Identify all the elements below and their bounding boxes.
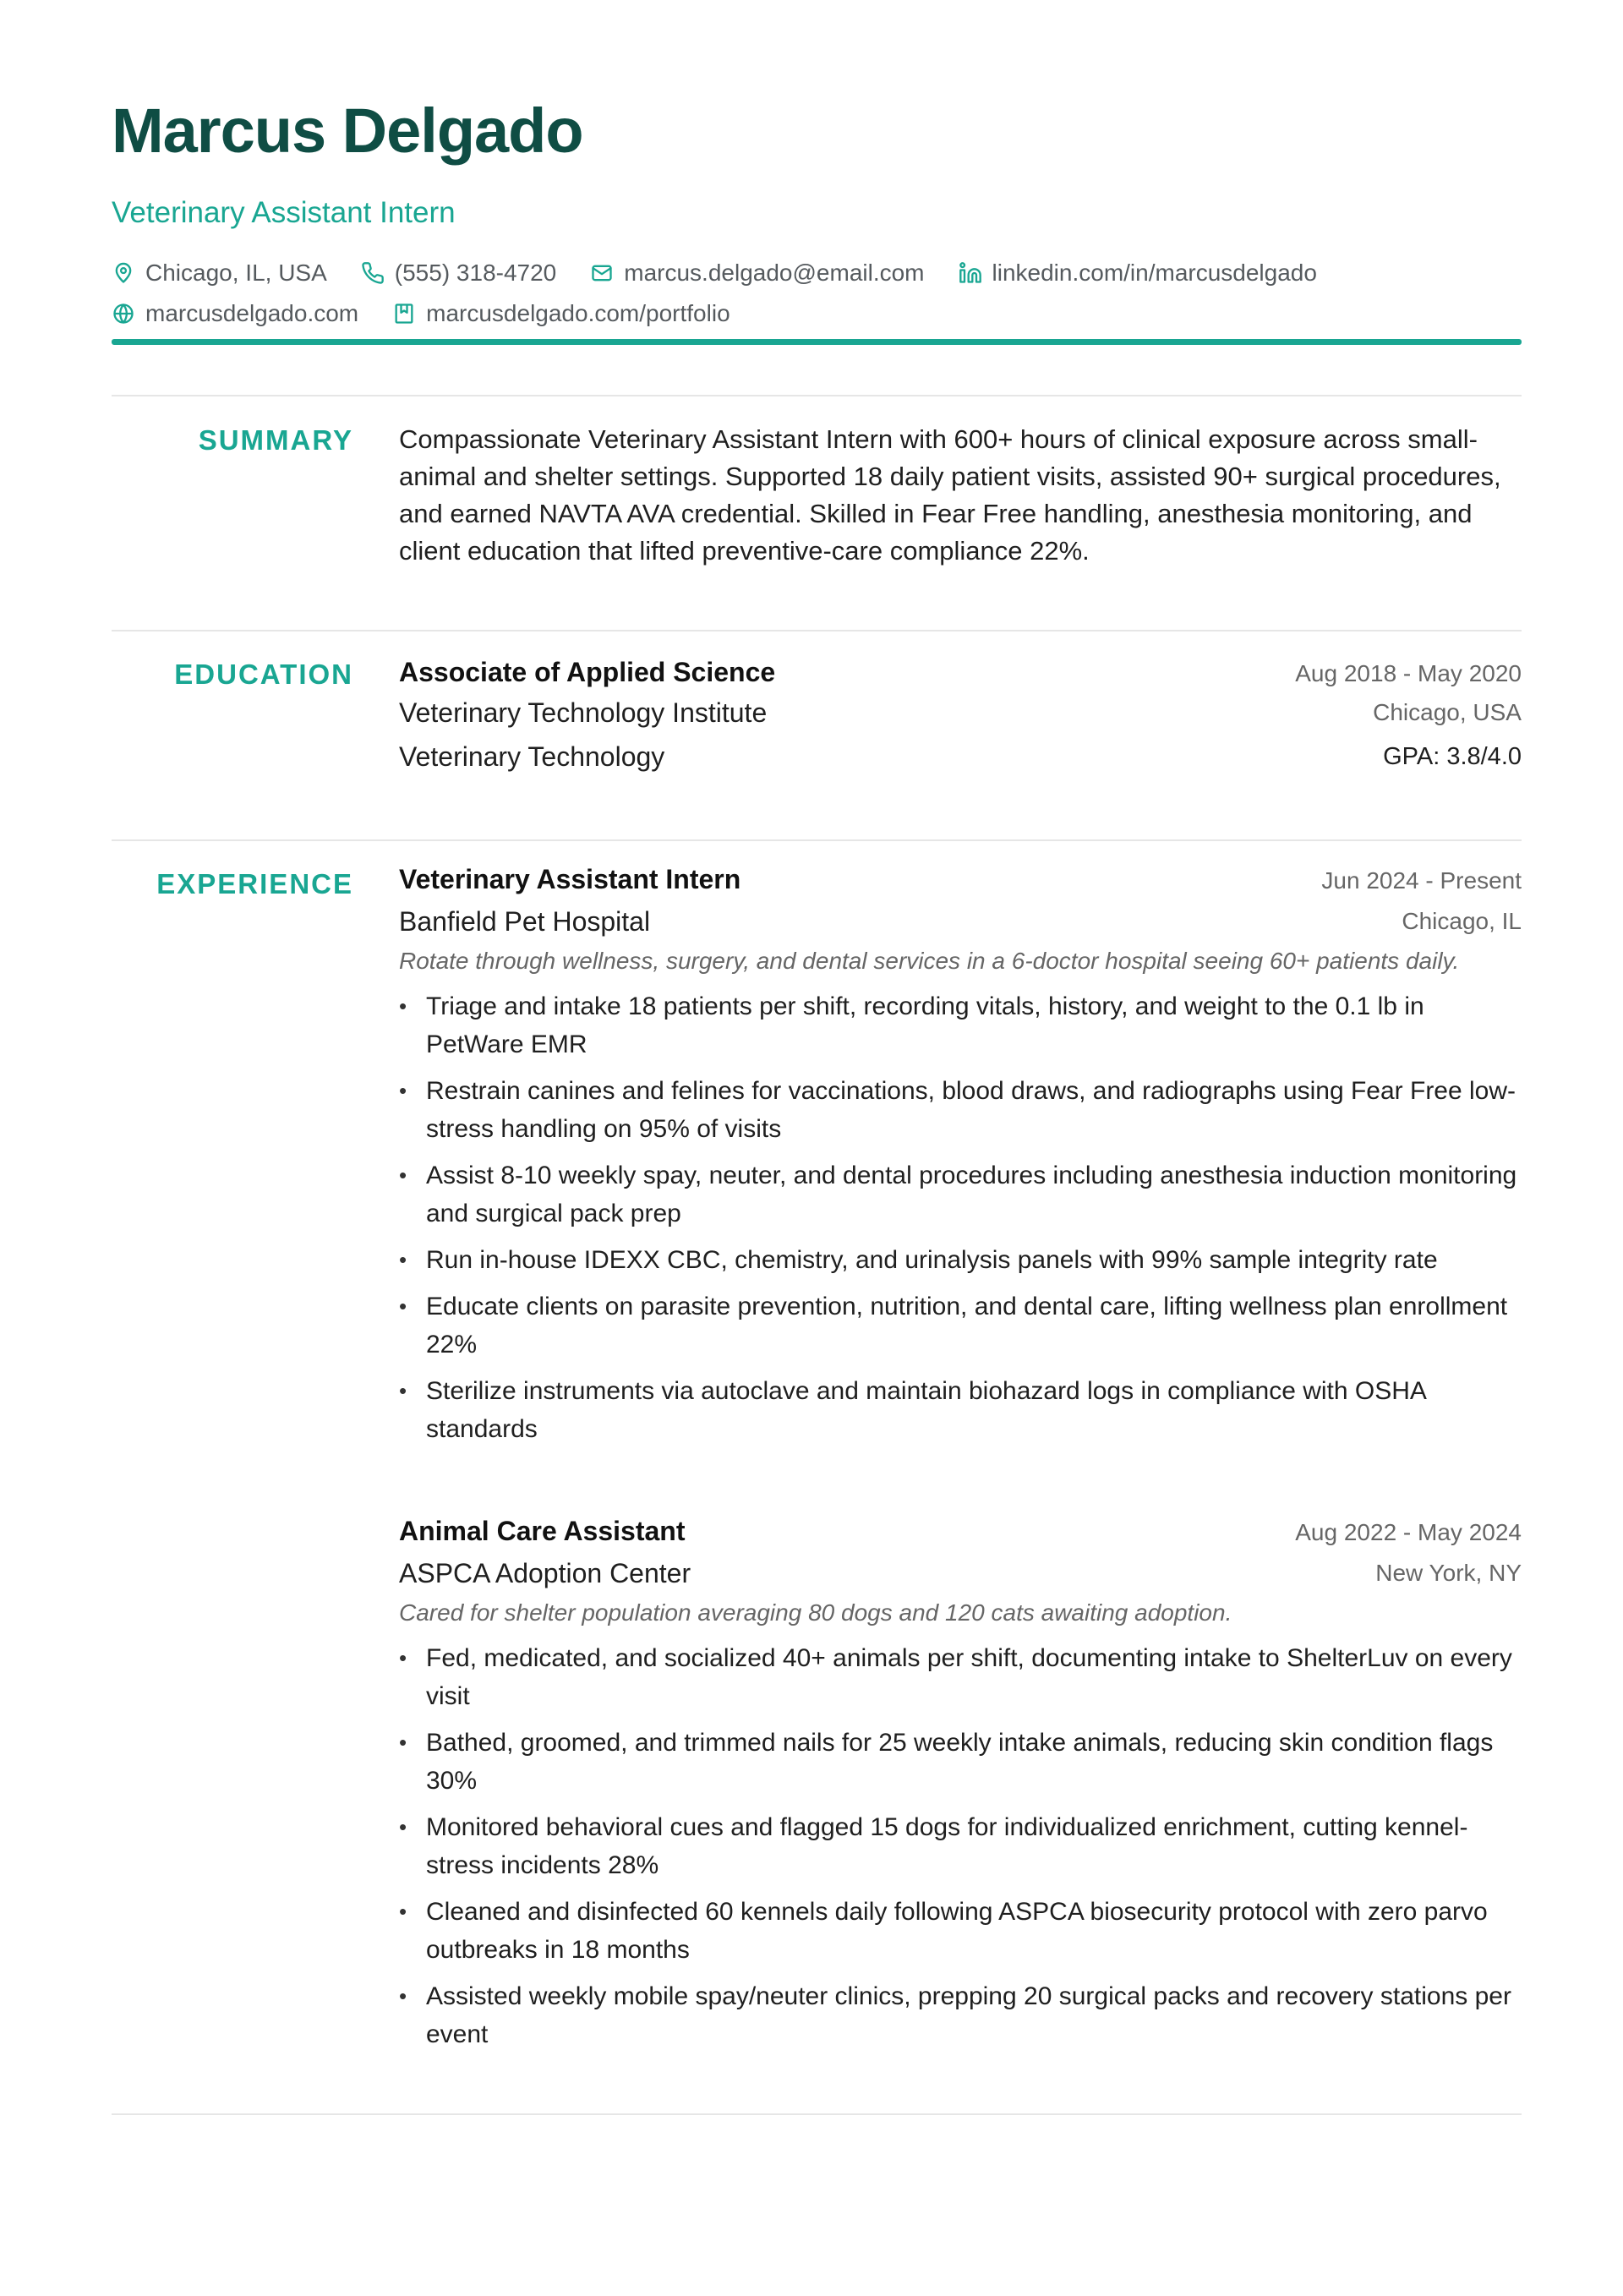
job-company: Banfield Pet Hospital <box>399 905 651 937</box>
section-divider <box>112 839 1522 841</box>
header-accent-rule <box>112 339 1522 345</box>
phone-icon <box>361 261 385 285</box>
job-bullet: • Triage and intake 18 patients per shift, recording vitals, history, and weight to the 0.1 lb in PetWare EMR <box>399 987 1522 1063</box>
education-heading: EDUCATION <box>174 659 353 690</box>
job-title: Veterinary Assistant Intern <box>399 864 741 894</box>
job-description: Rotate through wellness, surgery, and dental services in a 6-doctor hospital seeing 60+ patients daily. <box>399 948 1460 974</box>
job-bullets <box>399 987 1522 1448</box>
globe-icon <box>112 302 135 325</box>
summary-section <box>399 421 1522 570</box>
phone-text: (555) 318-4720 <box>394 260 557 286</box>
website-text: marcusdelgado.com <box>145 300 359 326</box>
contact-portfolio[interactable] <box>392 300 730 327</box>
candidate-name: Marcus Delgado <box>112 96 583 166</box>
job-bullet: • Monitored behavioral cues and flagged 15 dogs for individualized enrichment, cutting kennel-stress incidents 28% <box>399 1808 1522 1884</box>
linkedin-icon <box>959 261 982 285</box>
job-bullet: • Fed, medicated, and socialized 40+ animals per shift, documenting intake to ShelterLuv on every visit <box>399 1639 1522 1715</box>
location-text: Chicago, IL, USA <box>145 260 327 286</box>
job-description: Cared for shelter population averaging 80 dogs and 120 cats awaiting adoption. <box>399 1599 1232 1626</box>
resume-header <box>112 96 1522 334</box>
contact-website[interactable] <box>112 300 358 327</box>
job-dates: Aug 2022 - May 2024 <box>1295 1519 1522 1545</box>
summary-heading: SUMMARY <box>198 424 353 456</box>
mail-icon <box>590 261 614 285</box>
bookmark-icon <box>392 302 416 325</box>
job-bullets <box>399 1639 1522 2053</box>
section-divider <box>112 395 1522 396</box>
contact-row <box>112 253 1522 293</box>
job-company-row <box>399 899 1522 943</box>
job-location: New York, NY <box>1375 1560 1522 1586</box>
job-bullet: • Run in-house IDEXX CBC, chemistry, and urinalysis panels with 99% sample integrity rate <box>399 1241 1522 1279</box>
job-bullet: • Assist 8-10 weekly spay, neuter, and dental procedures including anesthesia induction monitoring and surgical pack prep <box>399 1156 1522 1233</box>
degree-title: Associate of Applied Science <box>399 657 776 687</box>
education-gpa: GPA: 3.8/4.0 <box>1383 742 1522 770</box>
education-row <box>399 691 1522 735</box>
job-bullet: • Sterilize instruments via autoclave and maintain biohazard logs in compliance with OSHA standards <box>399 1372 1522 1448</box>
education-row <box>399 735 1522 779</box>
email-text: marcus.delgado@email.com <box>624 260 925 286</box>
school-name: Veterinary Technology Institute <box>399 697 768 728</box>
section-divider <box>112 630 1522 631</box>
job-dates: Jun 2024 - Present <box>1321 867 1522 894</box>
candidate-role: Veterinary Assistant Intern <box>112 196 456 229</box>
field-of-study: Veterinary Technology <box>399 741 665 772</box>
section-divider <box>112 2113 1522 2115</box>
job-header-row <box>399 864 1522 899</box>
contact-info <box>112 253 1522 334</box>
summary-text: Compassionate Veterinary Assistant Intern with 600+ hours of clinical exposure across small-animal and shelter settings. Supported 18 daily patient visits, assisted 90+ surgical procedures, and earned NAVTA AVA credential. Skilled in Fear Free handling, anesthesia monitoring, and client education that lifted preventive-care compliance 22%. <box>399 424 1501 566</box>
job-company-row <box>399 1551 1522 1595</box>
job-bullet: • Assisted weekly mobile spay/neuter clinics, prepping 20 surgical packs and recovery stations per event <box>399 1977 1522 2053</box>
job-bullet: • Educate clients on parasite prevention, nutrition, and dental care, lifting wellness plan enrollment 22% <box>399 1287 1522 1364</box>
job-company: ASPCA Adoption Center <box>399 1557 691 1588</box>
education-row <box>399 657 1522 691</box>
contact-phone[interactable] <box>361 260 556 287</box>
job-location: Chicago, IL <box>1402 908 1522 934</box>
experience-job <box>399 864 1522 1448</box>
education-section <box>399 657 1522 779</box>
portfolio-text: marcusdelgado.com/portfolio <box>426 300 730 326</box>
contact-linkedin[interactable] <box>959 260 1317 287</box>
contact-row <box>112 293 1522 334</box>
job-title: Animal Care Assistant <box>399 1516 686 1546</box>
map-pin-icon <box>112 261 135 285</box>
education-location: Chicago, USA <box>1373 699 1522 725</box>
job-bullet: • Cleaned and disinfected 60 kennels daily following ASPCA biosecurity protocol with zero parvo outbreaks in 18 months <box>399 1893 1522 1969</box>
linkedin-text: linkedin.com/in/marcusdelgado <box>992 260 1317 286</box>
education-dates: Aug 2018 - May 2020 <box>1295 660 1522 686</box>
experience-heading: EXPERIENCE <box>156 868 353 899</box>
contact-email[interactable] <box>590 260 924 287</box>
contact-location <box>112 260 327 287</box>
job-header-row <box>399 1516 1522 1551</box>
experience-job <box>399 1516 1522 2053</box>
job-bullet: • Restrain canines and felines for vaccinations, blood draws, and radiographs using Fear Free low-stress handling on 95% of visits <box>399 1072 1522 1148</box>
job-bullet: • Bathed, groomed, and trimmed nails for 25 weekly intake animals, reducing skin condition flags 30% <box>399 1724 1522 1800</box>
